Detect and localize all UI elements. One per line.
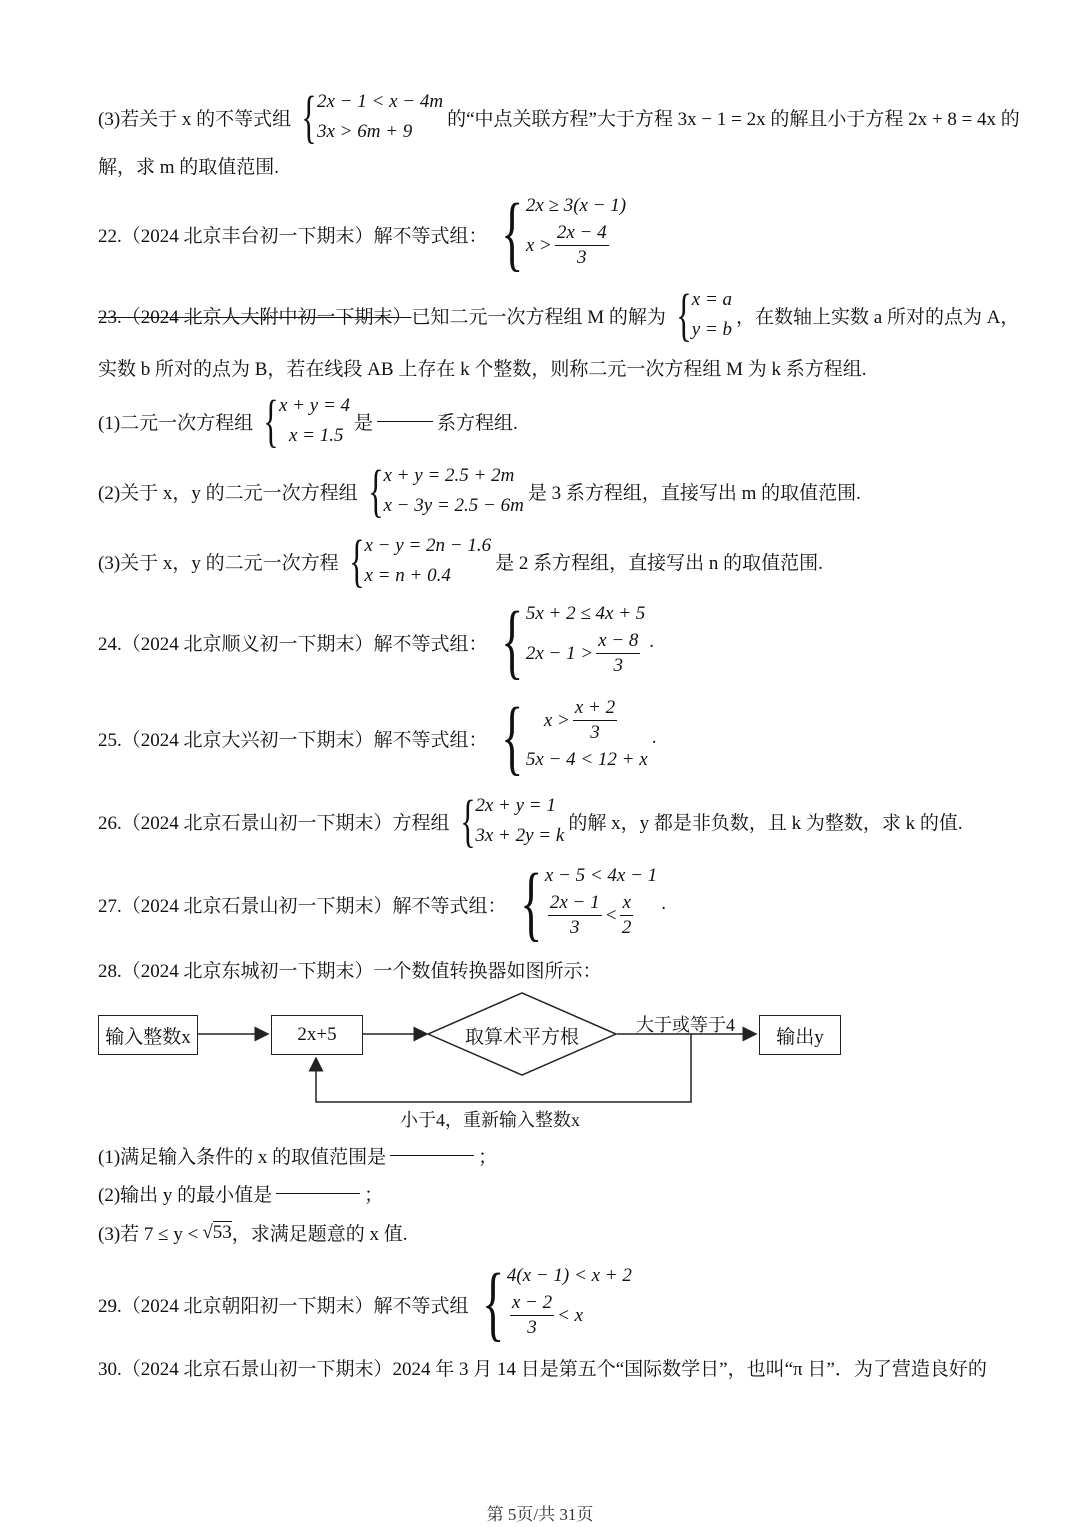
q28-p3-suffix: ，求满足题意的 x 值. xyxy=(231,1224,408,1245)
q25-eq1-lhs: x > xyxy=(543,709,570,731)
q27-eq2-den2: 2 xyxy=(621,917,632,938)
flow-output-box: 输出y xyxy=(759,1015,841,1055)
q25-eq1-den: 3 xyxy=(590,722,600,743)
q29: 29.（2024 北京朝阳初一下期末）解不等式组 { 4(x − 1) < x + 2 $\frac{x - 2}{3}$ < x xyxy=(98,1257,632,1350)
q27-end: . xyxy=(661,893,666,914)
q23-p3-eq2: x = n + 0.4 xyxy=(364,565,451,586)
q21-cont: 解，求 m 的取值范围. xyxy=(98,157,280,178)
q23-part1: (1)二元一次方程组 { x + y = 4 x = 1.5 是 系方程组. xyxy=(98,388,518,453)
q29-eq2-num: x − 2 xyxy=(510,1291,554,1316)
flow-label-lt4: 小于4，重新输入整数x xyxy=(400,1110,580,1130)
q23-p2-suffix: 是 3 系方程组，直接写出 m 的取值范围. xyxy=(527,482,861,504)
q27: 27.（2024 北京石景山初一下期末）解不等式组： { x − 5 < 4x − 1 $\frac{2x - 1}{3}$ < $\frac{x}{2}$ . xyxy=(98,857,666,950)
q23: 23.（2024 北京人大附中初一下期末） 已知二元一次方程组 M 的解为 { x = a y = b ，在数轴上实数 a 所对的点为 A， xyxy=(98,282,1020,347)
q27-eq2-num1: 2x − 1 xyxy=(548,891,602,916)
q22: 22.（2024 北京丰台初一下期末）解不等式组： { 2x ≥ 3(x − 1) x > $\frac{2x - 4}{3}$ xyxy=(98,187,627,280)
q25: 25.（2024 北京大兴初一下期末）解不等式组： { x > $\frac{x + 2}{3}$ 5x − 4 < 12 + x . xyxy=(98,691,657,784)
q23-part3: (3)关于 x，y 的二元一次方程 { x − y = 2n − 1.6 x = n + 0.4 是 2 系方程组，直接写出 n 的取值范围. xyxy=(98,528,823,593)
q26-suffix: 的解 x，y 都是非负数，且 k 为整数，求 k 的值. xyxy=(568,812,963,834)
q29-eq2-rhs: < x xyxy=(557,1304,584,1326)
q27-eq2-den1: 3 xyxy=(569,917,580,938)
q22-eq2-num: 2x − 4 xyxy=(555,221,609,246)
q25-head: 25.（2024 北京大兴初一下期末）解不等式组： xyxy=(98,729,488,751)
flow-label-ge4: 大于或等于4 xyxy=(636,1015,735,1035)
q28-p1: (1)满足输入条件的 x 的取值范围是 xyxy=(98,1147,387,1168)
q28-part1 xyxy=(98,1142,497,1169)
q25-end: . xyxy=(651,727,657,748)
q23-line2: 实数 b 所对的点为 B，若在线段 AB 上存在 k 个整数，则称二元一次方程组 M 为 k 系方程组. xyxy=(98,359,867,380)
q21-eq1: 2x − 1 < x − 4m xyxy=(317,91,444,112)
q21-prefix: (3)若关于 x 的不等式组 xyxy=(98,108,292,130)
q23-struck-source: 23.（2024 北京人大附中初一下期末） xyxy=(98,306,412,328)
q21-mid: 的“中点关联方程”大于方程 3x − 1 = 2x 的解且小于方程 2x + 8 = 4x 的 xyxy=(447,108,1020,130)
q26: 26.（2024 北京石景山初一下期末）方程组 { 2x + y = 1 3x + 2y = k 的解 x，y 都是非负数，且 k 为整数，求 k 的值. xyxy=(98,788,963,853)
q23-p2-eq1: x + y = 2.5 + 2m xyxy=(383,465,515,486)
q27-eq1: x − 5 < 4x − 1 xyxy=(544,865,658,886)
q22-head: 22.（2024 北京丰台初一下期末）解不等式组： xyxy=(98,225,488,247)
q28-p2: (2)输出 y 的最小值是 xyxy=(98,1185,273,1206)
q24-end: . xyxy=(649,631,655,652)
q25-eq1-num: x + 2 xyxy=(573,696,617,721)
q28-p3-sqrt: 53 xyxy=(212,1222,232,1243)
q28-head: 28.（2024 北京东城初一下期末）一个数值转换器如图所示： xyxy=(98,961,602,982)
q24: 24.（2024 北京顺义初一下期末）解不等式组： { 5x + 2 ≤ 4x + 5 2x − 1 > $\frac{x - 8}{3}$ . xyxy=(98,595,655,688)
q23-p1-suffix1: 是 xyxy=(354,412,374,434)
q23-text2: ，在数轴上实数 a 所对的点为 A， xyxy=(736,306,1020,328)
q28-p2-blank xyxy=(276,1193,360,1194)
q24-head: 24.（2024 北京顺义初一下期末）解不等式组： xyxy=(98,633,488,655)
q23-p1-suffix2: 系方程组. xyxy=(437,412,518,434)
q27-eq2-num2: x xyxy=(620,891,632,916)
page-footer: 第 5页/共 31页 xyxy=(486,1505,594,1524)
q22-eq2-den: 3 xyxy=(576,247,587,268)
q22-eq1: 2x ≥ 3(x − 1) xyxy=(525,195,627,216)
q21-eq2: 3x > 6m + 9 xyxy=(317,121,413,142)
q29-eq2-den: 3 xyxy=(527,1317,537,1338)
q25-eq2: 5x − 4 < 12 + x xyxy=(525,749,648,770)
q23-p3-eq1: x − y = 2n − 1.6 xyxy=(364,535,492,556)
q22-eq2-lhs: x > xyxy=(525,234,552,256)
q23-p2-eq2: x − 3y = 2.5 − 6m xyxy=(383,495,524,516)
q24-eq2-lhs: 2x − 1 > xyxy=(525,642,594,664)
q29-head: 29.（2024 北京朝阳初一下期末）解不等式组 xyxy=(98,1295,469,1317)
q28-part2 xyxy=(98,1180,383,1207)
q26-head: 26.（2024 北京石景山初一下期末）方程组 xyxy=(98,812,450,834)
q24-eq2-den: 3 xyxy=(613,655,624,676)
flow-formula-box: 2x+5 xyxy=(271,1015,363,1055)
q26-eq2: 3x + 2y = k xyxy=(475,825,565,846)
q30: 30.（2024 北京石景山初一下期末）2024 年 3 月 14 日是第五个“国际数学日”，也叫“π 日”．为了营造良好的 xyxy=(98,1359,987,1380)
q23-p3-suffix: 是 2 系方程组，直接写出 n 的取值范围. xyxy=(495,552,823,574)
q23-p1-eq2: x = 1.5 xyxy=(289,425,344,446)
q28-p2-end: ； xyxy=(364,1185,384,1206)
q23-text1: 已知二元一次方程组 M 的解为 xyxy=(411,306,666,328)
q24-eq2-num: x − 8 xyxy=(596,629,640,654)
q29-eq1: 4(x − 1) < x + 2 xyxy=(506,1265,632,1286)
q23-p2-prefix: (2)关于 x，y 的二元一次方程组 xyxy=(98,482,358,504)
q28-part3 xyxy=(98,1219,408,1246)
q23-p1-eq1: x + y = 4 xyxy=(279,395,351,416)
q23-p1-prefix: (1)二元一次方程组 xyxy=(98,412,254,434)
sqrt-sign: √ xyxy=(202,1221,213,1243)
q23-eq2: y = b xyxy=(691,319,733,340)
flow-sqrt-diamond: 取算术平方根 xyxy=(464,1027,579,1048)
q23-part2: (2)关于 x，y 的二元一次方程组 { x + y = 2.5 + 2m x − 3y = 2.5 − 6m 是 3 系方程组，直接写出 m 的取值范围. xyxy=(98,458,861,523)
q21-system: { 2x − 1 < x − 4m 3x > 6m + 9 xyxy=(301,84,444,149)
q28-p1-blank xyxy=(390,1155,474,1156)
q27-eq2-op: < xyxy=(604,904,618,926)
flow-input-box: 输入整数x xyxy=(98,1015,198,1055)
q27-head: 27.（2024 北京石景山初一下期末）解不等式组： xyxy=(98,895,507,917)
q23-eq1: x = a xyxy=(691,289,733,310)
q26-eq1: 2x + y = 1 xyxy=(475,795,556,816)
q28-p1-end: ； xyxy=(478,1147,498,1168)
q24-eq1: 5x + 2 ≤ 4x + 5 xyxy=(525,603,646,624)
q28-p3-prefix: (3)若 7 ≤ y < xyxy=(98,1224,199,1245)
q23-p3-prefix: (3)关于 x，y 的二元一次方程 xyxy=(98,552,339,574)
